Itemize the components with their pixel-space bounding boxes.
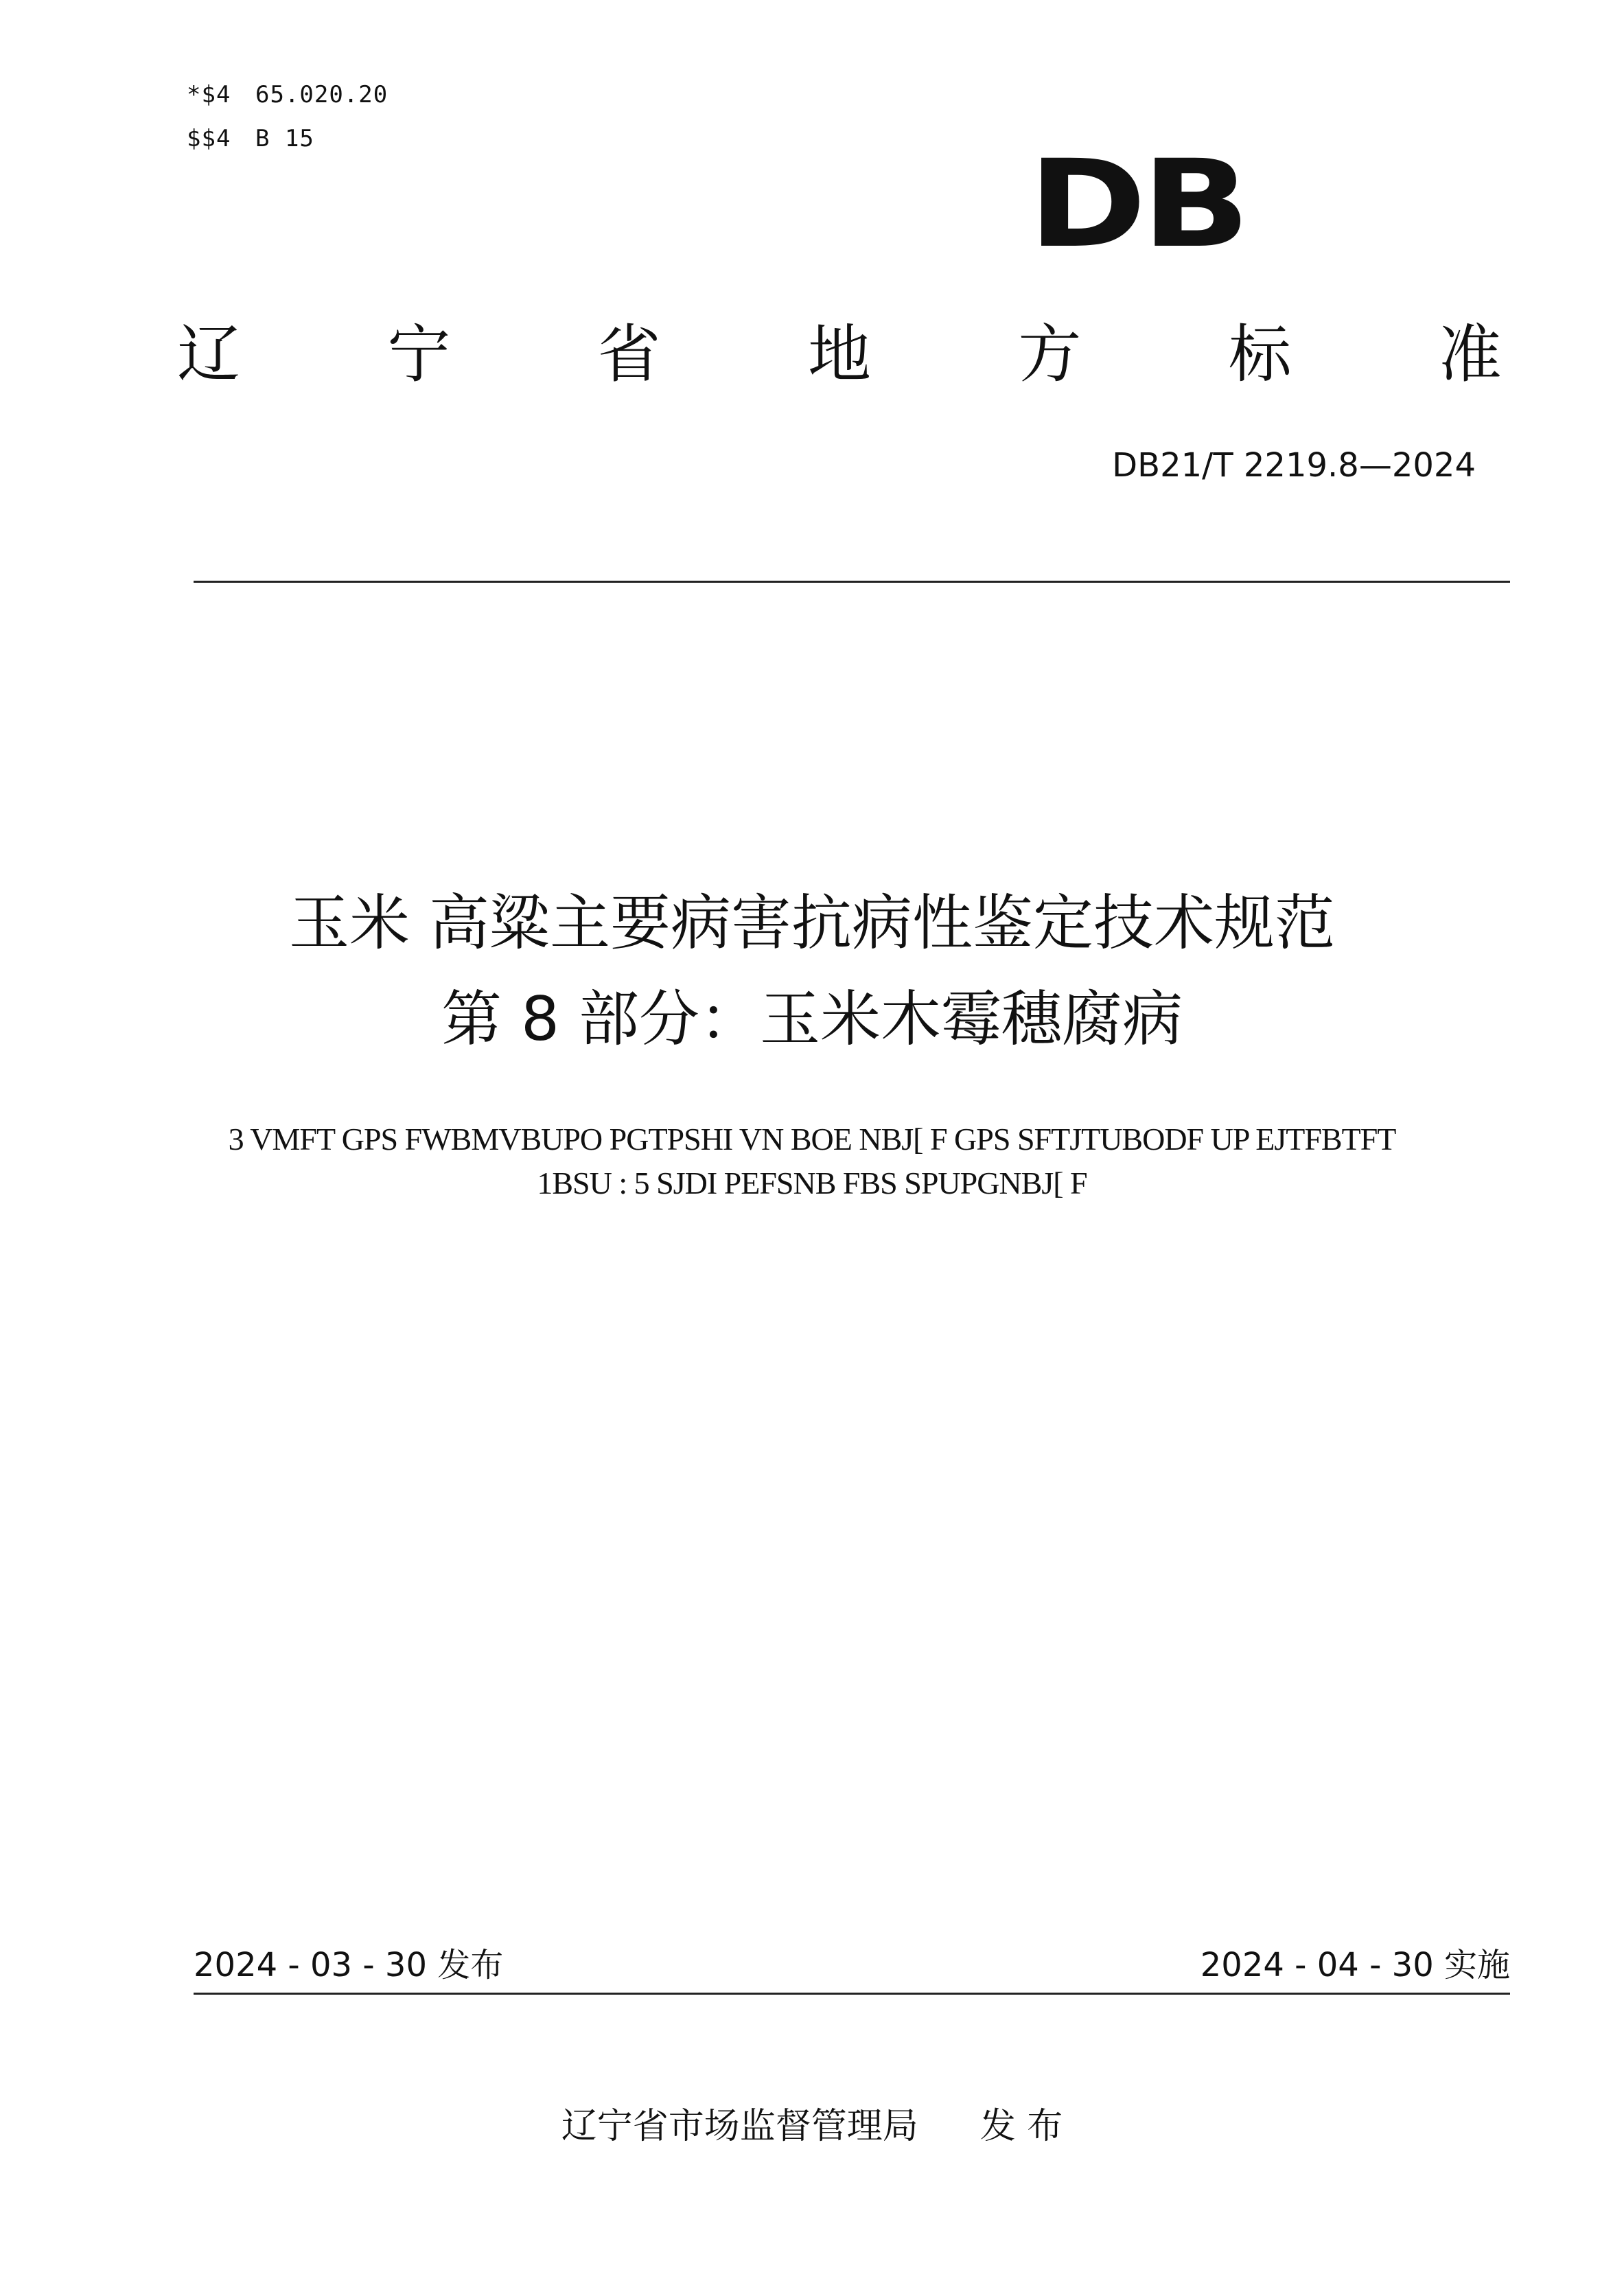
ccs-label: $$4 [187, 125, 231, 152]
standard-type-char: 地 [807, 318, 871, 391]
standard-type-char: 宁 [387, 318, 451, 391]
ccs-value: B 15 [255, 125, 314, 152]
top-divider [194, 581, 1510, 583]
standard-type-char: 省 [597, 318, 661, 391]
standard-type-char: 标 [1228, 318, 1292, 391]
title-english-line2: 1BSU : 5 SJDI PEFSNB FBS SPUPGNBJ[ F [537, 1166, 1087, 1201]
ics-value: 65.020.20 [255, 81, 388, 108]
ics-code [187, 81, 388, 108]
implementation-date: 2024 - 04 - 30 实施 [1200, 1946, 1510, 1984]
standard-type-char: 准 [1438, 318, 1502, 391]
title-english-line1: 3 VMFT GPS FWBMVBUPO PGTPSHI VN BOE NBJ[ F GPS SFTJTUBODF UP EJTFBTFT [228, 1122, 1396, 1157]
standard-type-char: 辽 [177, 318, 241, 391]
title-english [0, 1117, 1624, 1205]
bottom-divider [194, 1993, 1510, 1995]
issuer-action: 发 布 [979, 2106, 1063, 2147]
standard-number: DB21/T 2219.8—2024 [1112, 446, 1476, 485]
standard-type-char: 方 [1018, 318, 1082, 391]
title-chinese [0, 875, 1624, 1067]
title-chinese-line1: 玉米 高粱主要病害抗病性鉴定技术规范 [289, 888, 1335, 958]
db-logo: DB [1028, 134, 1246, 275]
standard-type-heading [177, 317, 1502, 393]
title-chinese-line2: 第 8 部分：玉米木霉穗腐病 [441, 984, 1183, 1054]
ics-label: *$4 [187, 81, 231, 108]
issuer [0, 2097, 1624, 2148]
ccs-code [187, 125, 314, 152]
release-date: 2024 - 03 - 30 发布 [194, 1946, 504, 1984]
issuer-name: 辽宁省市场监督管理局 [561, 2106, 918, 2147]
